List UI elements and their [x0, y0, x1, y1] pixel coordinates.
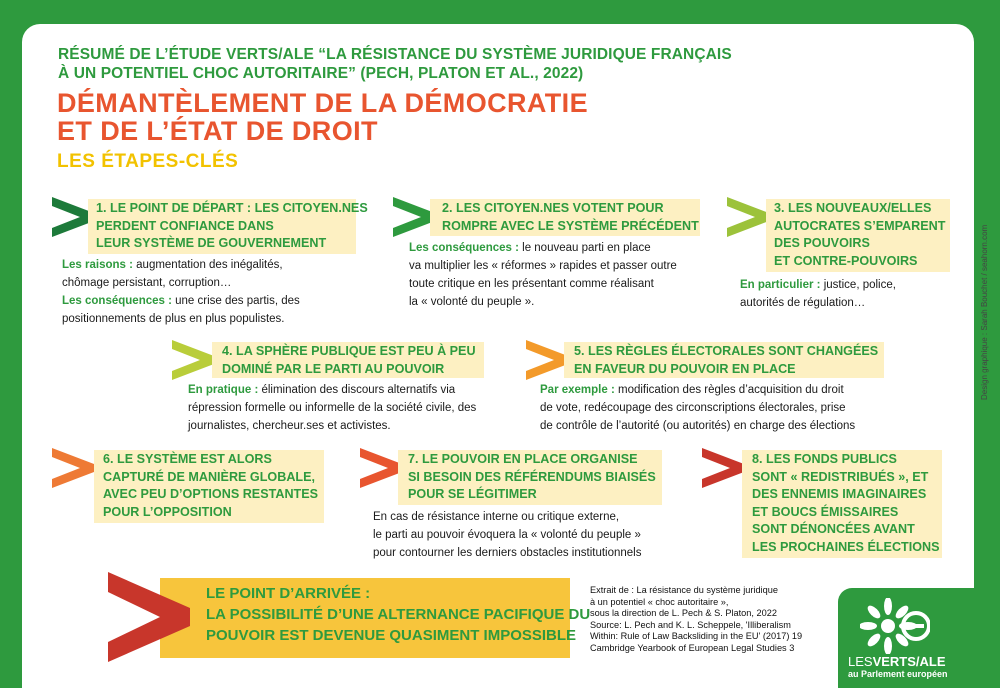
step-3-body: En particulier : justice, police, autorités de régulation…	[740, 279, 896, 309]
design-credit: Design graphique : Sarah Bouchet / seahorn.com	[980, 224, 989, 400]
step-6-title: 6. LE SYSTÈME EST ALORS CAPTURÉ DE MANIÈRE GLOBALE, AVEC PEU D’OPTIONS RESTANTES POUR L’OPPOSITION	[103, 452, 319, 519]
title-line-1: DÉMANTÈLEMENT DE LA DÉMOCRATIE	[57, 88, 588, 118]
main-title	[57, 89, 588, 145]
step-5-title: 5. LES RÈGLES ÉLECTORALES SONT CHANGÉES EN FAVEUR DU POUVOIR EN PLACE	[574, 344, 879, 376]
step-7-title: 7. LE POUVOIR EN PLACE ORGANISE SI BESOIN DES RÉFÉRENDUMS BIAISÉS POUR SE LÉGITIMER	[408, 452, 656, 501]
chevron-icon	[526, 340, 568, 380]
logo-name: LESVERTS/ALE	[848, 654, 946, 669]
step-4-title: 4. LA SPHÈRE PUBLIQUE EST PEU À PEU DOMINÉ PAR LE PARTI AU POUVOIR	[222, 344, 476, 376]
step-8-title: 8. LES FONDS PUBLICS SONT « REDISTRIBUÉS », ET DES ENNEMIS IMAGINAIRES ET BOUCS ÉMISSAIRES SONT DÉNONCÉES AVANT LES PROCHAINES ÉLECTIONS	[752, 452, 940, 554]
chevron-icon	[172, 340, 214, 380]
chevron-icon	[108, 572, 190, 662]
chevron-icon	[360, 448, 402, 488]
chevron-icon	[393, 197, 435, 237]
source-extract: Extrait de : La résistance du système juridique à un potentiel « choc autoritaire », sous la direction de L. Pech & S. Platon, 2022 Source: L. Pech and K. L. Scheppele, 'Illiberalism Within: Rule of Law Backsliding in the EU' (2017) 19 Cambridge Yearbook of European Legal Studies 3	[590, 585, 803, 653]
final-statement: LE POINT D’ARRIVÉE : LA POSSIBILITÉ D’UNE ALTERNANCE PACIFIQUE DU POUVOIR EST DEVENUE QUASIMENT IMPOSSIBLE	[206, 585, 591, 644]
subtitle: LES ÉTAPES-CLÉS	[57, 151, 239, 172]
step-3-title: 3. LES NOUVEAUX/ELLES AUTOCRATES S’EMPARENT DES POUVOIRS ET CONTRE-POUVOIRS	[774, 201, 946, 268]
chevron-icon	[52, 448, 94, 488]
header-line-1: RÉSUMÉ DE L’ÉTUDE VERTS/ALE “LA RÉSISTANCE DU SYSTÈME JURIDIQUE FRANÇAIS	[58, 46, 732, 63]
step-2-body: Les conséquences : le nouveau parti en place va multiplier les « réformes » rapides et passer outre toute critique en les présentant comme réalisant la « volonté du peuple ».	[409, 242, 677, 308]
step-1-body: Les raisons : augmentation des inégalités, chômage persistant, corruption… Les conséquences : une crise des partis, des positionnements de plus en plus populistes.	[62, 259, 300, 325]
step-1-title: 1. LE POINT DE DÉPART : LES CITOYEN.NES PERDENT CONFIANCE DANS LEUR SYSTÈME DE GOUVERNEMENT	[96, 201, 368, 250]
step-4-body: En pratique : élimination des discours alternatifs via répression formelle ou informelle de la société civile, des journalistes, chercheur.ses et activistes.	[188, 384, 477, 432]
chevron-icon	[727, 197, 769, 237]
header-line-2: À UN POTENTIEL CHOC AUTORITAIRE” (PECH, PLATON ET AL., 2022)	[58, 65, 584, 82]
title-line-2: ET DE L’ÉTAT DE DROIT	[57, 116, 378, 146]
step-2-title: 2. LES CITOYEN.NES VOTENT POUR ROMPRE AVEC LE SYSTÈME PRÉCÉDENT	[442, 201, 699, 233]
study-header	[58, 45, 732, 83]
chevron-icon	[702, 448, 744, 488]
logo-subtitle: au Parlement européen	[848, 669, 948, 679]
sunflower-logo-icon	[860, 598, 930, 654]
step-5-body: Par exemple : modification des règles d’acquisition du droit de vote, redécoupage des circonscriptions électorales, prise de contrôle de l’autorité (ou autorités) en charge des élections	[540, 384, 856, 432]
step-7-body: En cas de résistance interne ou critique externe, le parti au pouvoir évoquera la « volonté du peuple » pour contourner les derniers obstacles institutionnels	[373, 511, 642, 559]
